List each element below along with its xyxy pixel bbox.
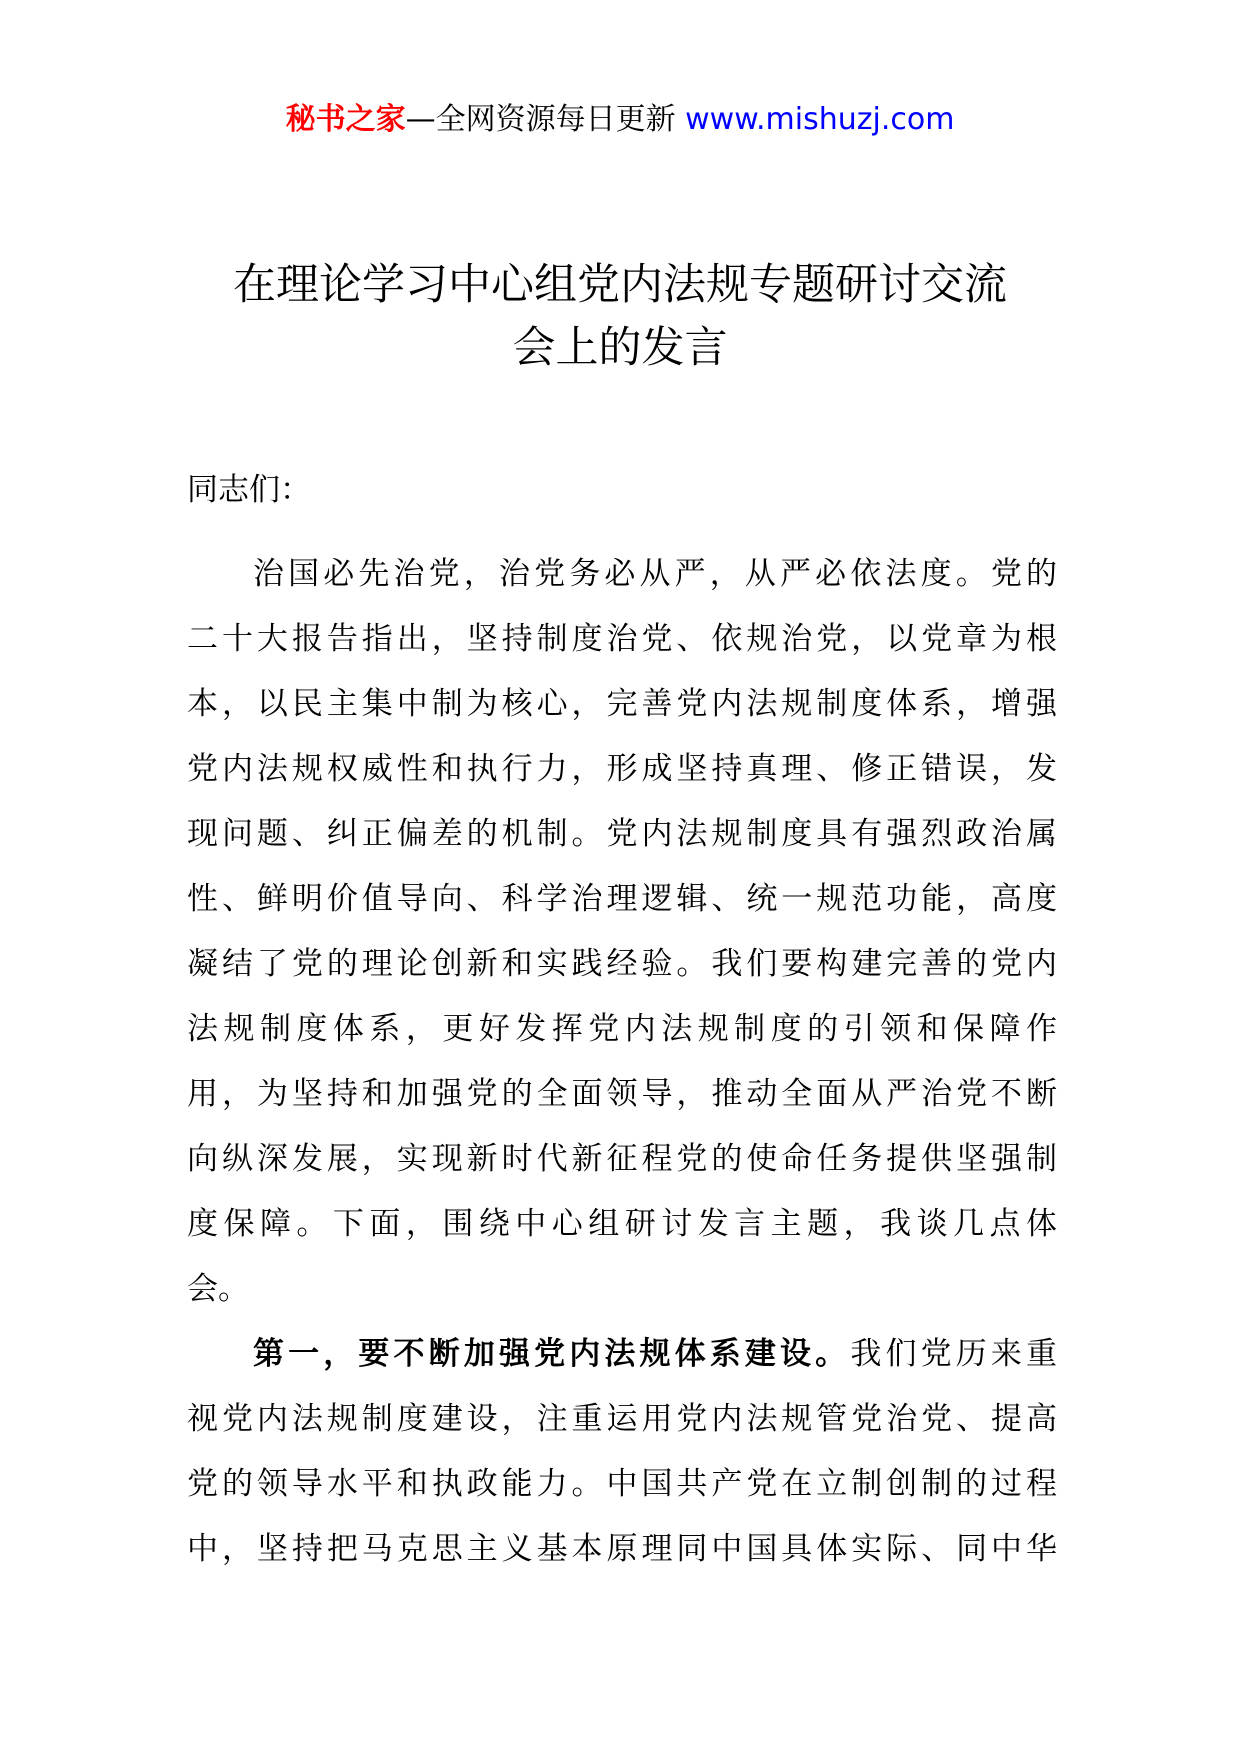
title-line-2: 会上的发言 xyxy=(512,323,728,373)
paragraph-line: 凝结了党的理论创新和实践经验。我们要构建完善的党内 xyxy=(187,946,1057,982)
paragraph-line: 党的领导水平和执政能力。中国共产党在立制创制的过程 xyxy=(187,1466,1057,1502)
paragraph-line: 向纵深发展，实现新时代新征程党的使命任务提供坚强制 xyxy=(187,1141,1057,1177)
document-title xyxy=(140,254,1100,380)
section-heading: 第一，要不断加强党内法规体系建设。 xyxy=(253,1336,851,1372)
site-header-banner xyxy=(0,100,1240,140)
paragraph-line: 法规制度体系，更好发挥党内法规制度的引领和保障作 xyxy=(187,1011,1057,1047)
paragraph-line: 本，以民主集中制为核心，完善党内法规制度体系，增强 xyxy=(187,686,1057,722)
paragraph-line: 中，坚持把马克思主义基本原理同中国具体实际、同中华 xyxy=(187,1531,1057,1567)
brand-name: 秘书之家 xyxy=(285,102,406,137)
paragraph-line: 现问题、纠正偏差的机制。党内法规制度具有强烈政治属 xyxy=(187,816,1057,852)
paragraph-line: 用，为坚持和加强党的全面领导，推动全面从严治党不断 xyxy=(187,1076,1057,1112)
paragraph-1 xyxy=(187,542,1057,1322)
paragraph-2 xyxy=(187,1322,1057,1582)
paragraph-line: 度保障。下面，围绕中心组研讨发言主题，我谈几点体 xyxy=(187,1206,1057,1242)
salutation: 同志们： xyxy=(187,472,311,508)
paragraph-line: 党内法规权威性和执行力，形成坚持真理、修正错误，发 xyxy=(187,751,1057,787)
paragraph-line: 二十大报告指出，坚持制度治党、依规治党，以党章为根 xyxy=(187,621,1057,657)
paragraph-text: 我们党历来重 xyxy=(850,1336,1058,1372)
header-tagline: —全网资源每日更新 xyxy=(405,102,676,137)
paragraph-line: 性、鲜明价值导向、科学治理逻辑、统一规范功能，高度 xyxy=(187,881,1057,917)
paragraph-line: 视党内法规制度建设，注重运用党内法规管党治党、提高 xyxy=(187,1401,1057,1437)
title-line-1: 在理论学习中心组党内法规专题研讨交流 xyxy=(233,260,1007,310)
paragraph-line: 治国必先治党，治党务必从严，从严必依法度。党的 xyxy=(253,556,1057,592)
paragraph-line: 会。 xyxy=(187,1271,249,1307)
paragraph-line xyxy=(187,1322,1057,1387)
document-body xyxy=(187,542,1057,1582)
site-url-link[interactable]: www.mishuzj.com xyxy=(685,102,955,137)
